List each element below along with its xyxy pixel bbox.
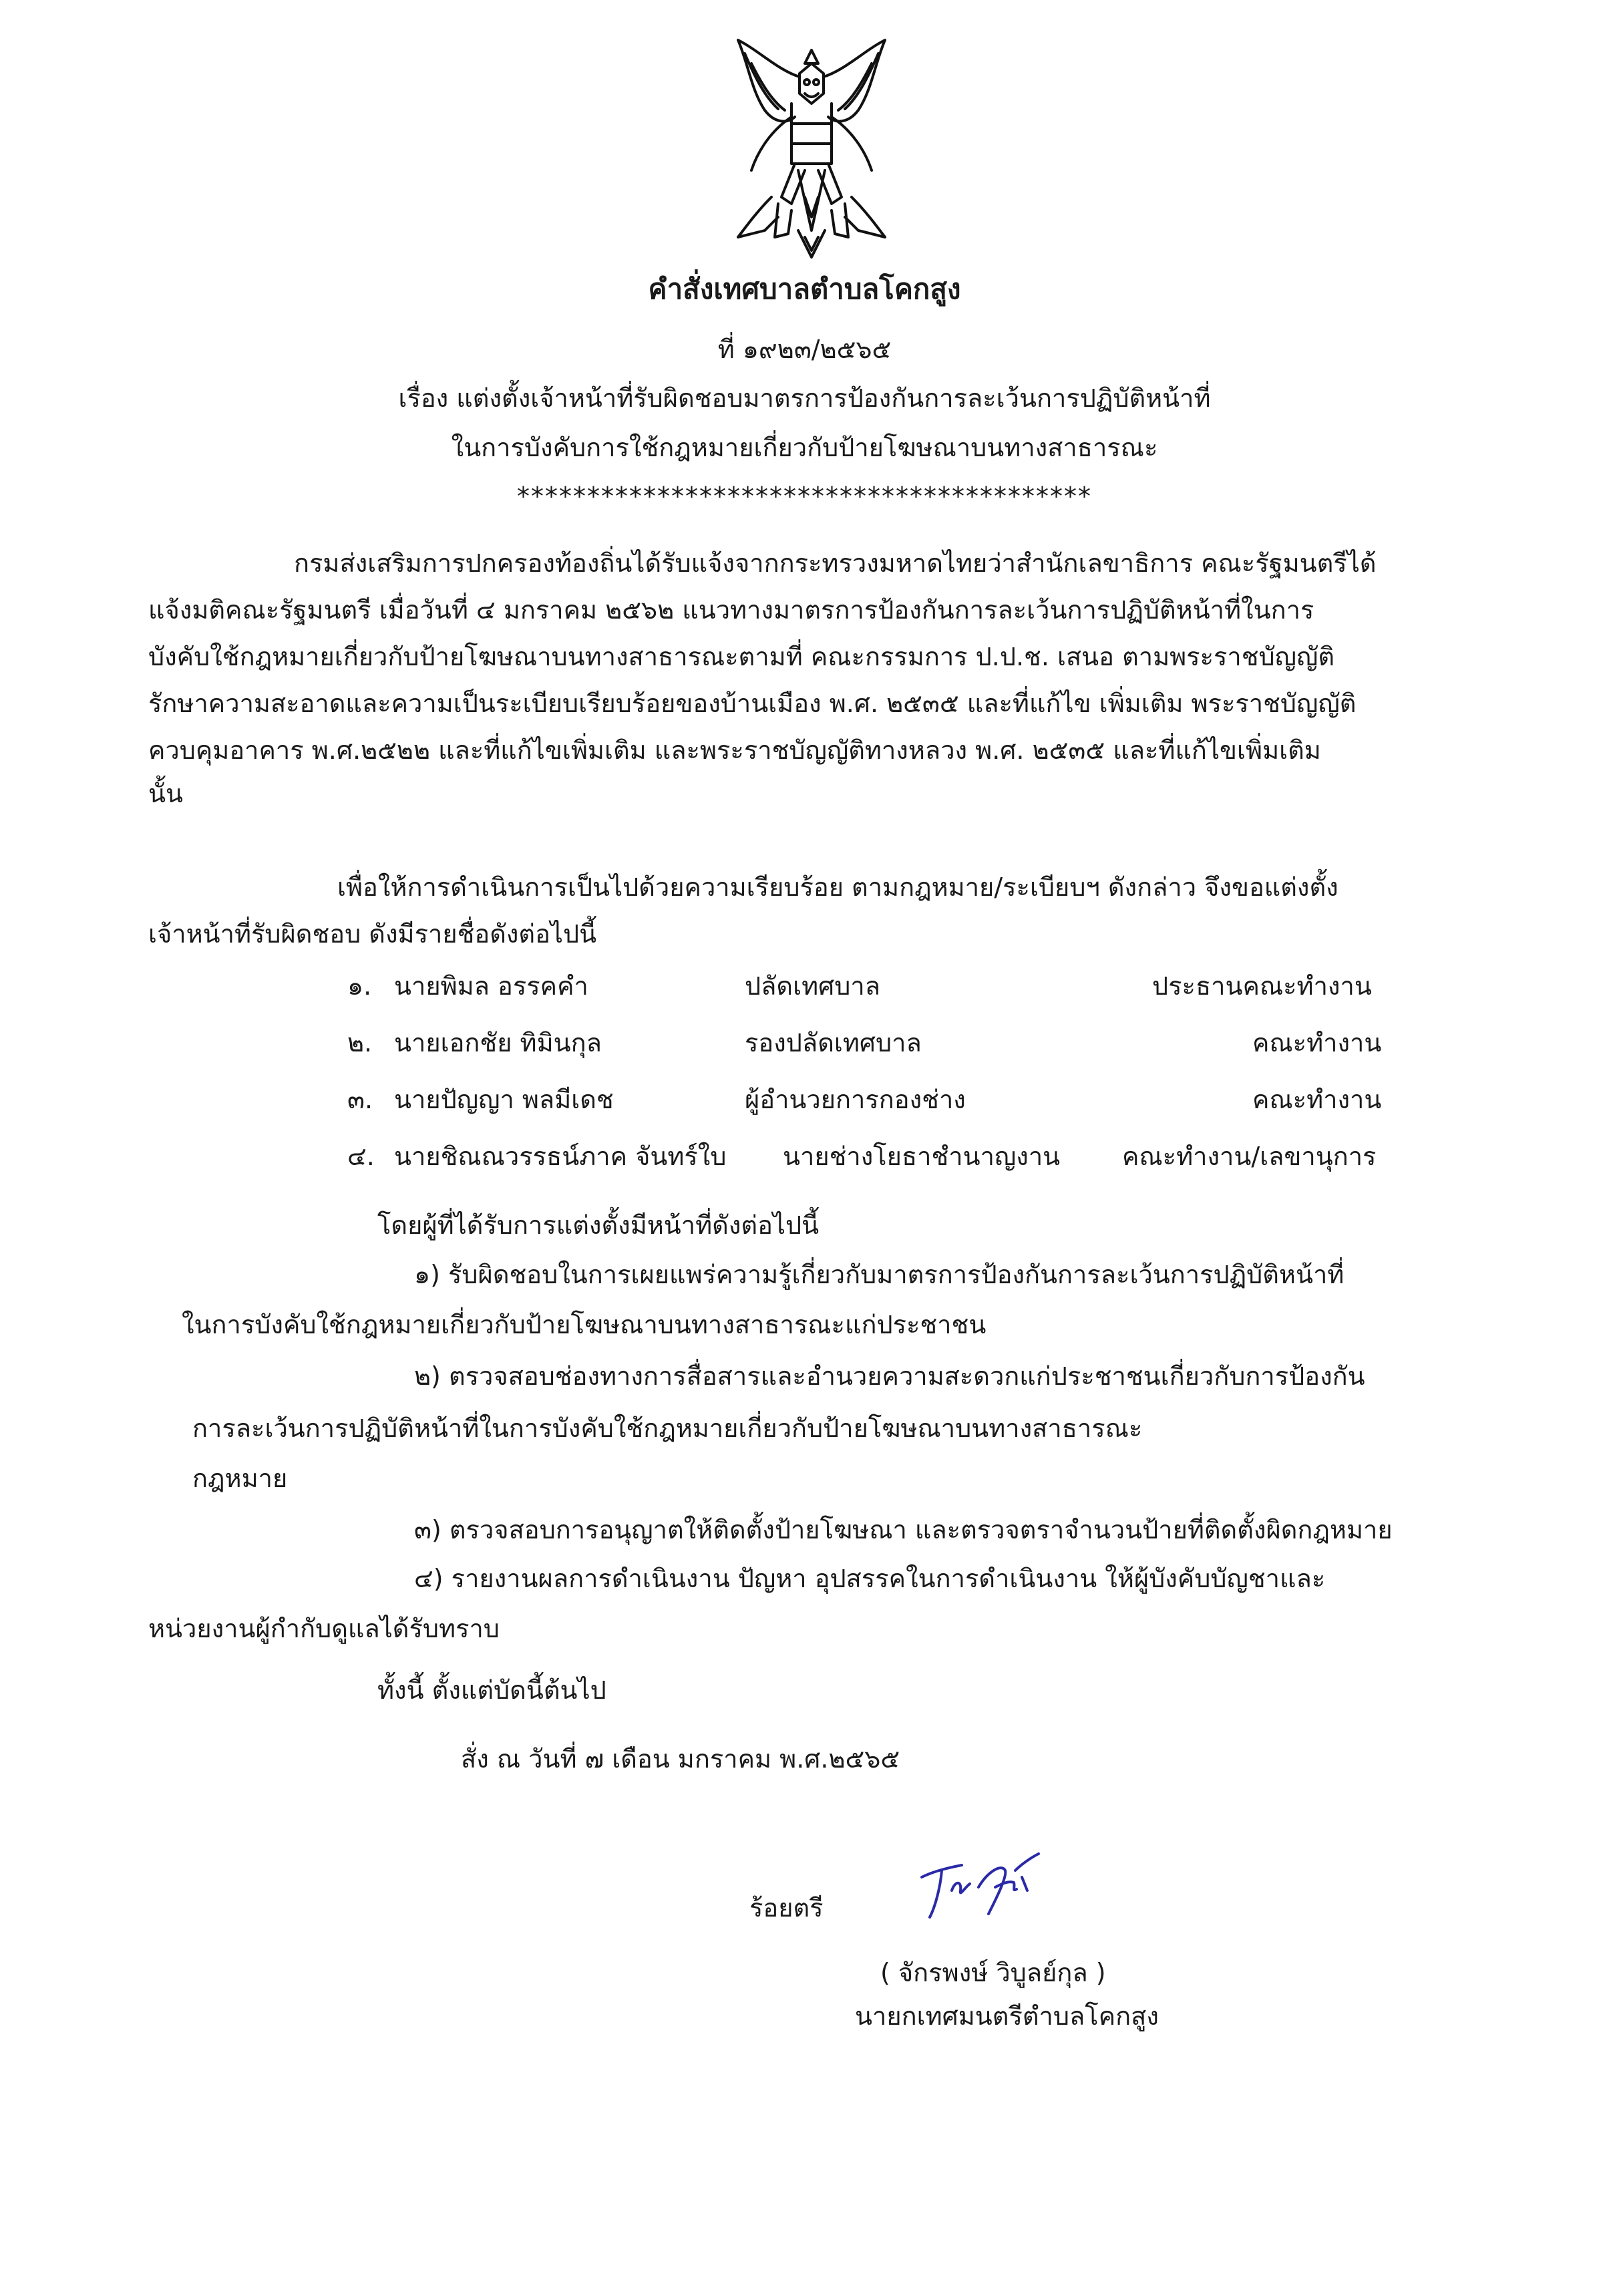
duty-1-line-1: ๑) รับผิดชอบในการเผยแพร่ความรู้เกี่ยวกับมาตรการป้องกันการละเว้นการปฏิบัติหน้าที่ (414, 1260, 1345, 1289)
signatory-rank: ร้อยตรี (749, 1893, 824, 1923)
duty-4-line-1: ๔) รายงานผลการดำเนินงาน ปัญหา อุปสรรคในการดำเนินงาน ให้ผู้บังคับบัญชาและ (414, 1564, 1326, 1593)
member-name: นายปัญญา พลมีเดช (394, 1085, 614, 1114)
member-position: ปลัดเทศบาล (745, 971, 880, 1001)
para1-line-5: ควบคุมอาคาร พ.ศ.๒๕๒๒ และที่แก้ไขเพิ่มเติม และพระราชบัญญัติทางหลวง พ.ศ. ๒๕๓๕ และที่แก้ไขเพิ่มเติม (148, 735, 1321, 765)
duty-2-line-3: กฎหมาย (192, 1464, 288, 1493)
para1-line-2: แจ้งมติคณะรัฐมนตรี เมื่อวันที่ ๔ มกราคม ๒๕๖๒ แนวทางมาตรการป้องกันการละเว้นการปฏิบัติหน้าที่ในการ (148, 595, 1314, 625)
member-no: ๓. (347, 1085, 373, 1114)
member-position: ผู้อำนวยการกองช่าง (745, 1085, 966, 1114)
para1-line-6: นั้น (148, 779, 183, 808)
order-number: ที่ ๑๙๒๓/๒๕๖๕ (717, 335, 892, 364)
member-position: รองปลัดเทศบาล (745, 1028, 922, 1057)
member-name: นายพิมล อรรคคำ (394, 971, 588, 1001)
subject-line-2: ในการบังคับการใช้กฎหมายเกี่ยวกับป้ายโฆษณาบนทางสาธารณะ (451, 433, 1158, 462)
para2-line-2: เจ้าหน้าที่รับผิดชอบ ดังมีรายชื่อดังต่อไปนี้ (148, 919, 597, 949)
signatory-name: ( จักรพงษ์ วิบูลย์กุล ) (880, 1958, 1106, 1987)
order-date: สั่ง ณ วันที่ ๗ เดือน มกราคม พ.ศ.๒๕๖๕ (461, 1744, 900, 1774)
duty-2-line-2: การละเว้นการปฏิบัติหน้าที่ในการบังคับใช้กฎหมายเกี่ยวกับป้ายโฆษณาบนทางสาธารณะ (192, 1414, 1143, 1443)
para1-line-1: กรมส่งเสริมการปกครองท้องถิ่นได้รับแจ้งจากกระทรวงมหาดไทยว่าสำนักเลขาธิการ คณะรัฐมนตรีได้ (294, 548, 1377, 578)
member-name: นายชิณณวรรธน์ภาค จันทร์ใบ (394, 1142, 727, 1171)
separator-line: ***************************************** (517, 482, 1092, 511)
subject-line-1: เรื่อง แต่งตั้งเจ้าหน้าที่รับผิดชอบมาตรการป้องกันการละเว้นการปฏิบัติหน้าที่ (398, 383, 1211, 413)
para1-line-4: รักษาความสะอาดและความเป็นระเบียบเรียบร้อยของบ้านเมือง พ.ศ. ๒๕๓๕ และที่แก้ไข เพิ่มเติม พระราชบัญญัติ (148, 689, 1357, 718)
duty-2-line-1: ๒) ตรวจสอบช่องทางการสื่อสารและอำนวยความสะดวกแก่ประชาชนเกี่ยวกับการป้องกัน (414, 1361, 1365, 1391)
signature-image (915, 1850, 1042, 1924)
page-title: คำสั่งเทศบาลตำบลโคกสูง (648, 273, 961, 305)
member-role: คณะทำงาน (1252, 1085, 1382, 1114)
effective-statement: ทั้งนี้ ตั้งแต่บัดนี้ต้นไป (377, 1675, 606, 1705)
garuda-emblem-icon (711, 37, 912, 267)
member-role: คณะทำงาน (1252, 1028, 1382, 1057)
signatory-position: นายกเทศมนตรีตำบลโคกสูง (855, 2001, 1159, 2031)
para1-line-3: บังคับใช้กฎหมายเกี่ยวกับป้ายโฆษณาบนทางสาธารณะตามที่ คณะกรรมการ ป.ป.ช. เสนอ ตามพระราชบัญญัติ (148, 642, 1335, 671)
duties-intro: โดยผู้ที่ได้รับการแต่งตั้งมีหน้าที่ดังต่อไปนี้ (377, 1210, 820, 1240)
member-role: คณะทำงาน/เลขานุการ (1122, 1142, 1377, 1171)
duty-3-line-1: ๓) ตรวจสอบการอนุญาตให้ติดตั้งป้ายโฆษณา และตรวจตราจำนวนป้ายที่ติดตั้งผิดกฎหมาย (414, 1515, 1393, 1544)
member-position: นายช่างโยธาชำนาญงาน (783, 1142, 1061, 1171)
duty-4-line-2: หน่วยงานผู้กำกับดูแลได้รับทราบ (148, 1614, 500, 1643)
member-no: ๒. (347, 1028, 373, 1057)
member-name: นายเอกชัย ทิมินกุล (394, 1028, 602, 1057)
member-role: ประธานคณะทำงาน (1152, 971, 1372, 1001)
member-no: ๔. (347, 1142, 375, 1171)
duty-1-line-2: ในการบังคับใช้กฎหมายเกี่ยวกับป้ายโฆษณาบนทางสาธารณะแก่ประชาชน (182, 1310, 987, 1339)
member-no: ๑. (347, 971, 372, 1001)
para2-line-1: เพื่อให้การดำเนินการเป็นไปด้วยความเรียบร้อย ตามกฎหมาย/ระเบียบฯ ดังกล่าว จึงขอแต่งตั้ง (337, 872, 1338, 902)
